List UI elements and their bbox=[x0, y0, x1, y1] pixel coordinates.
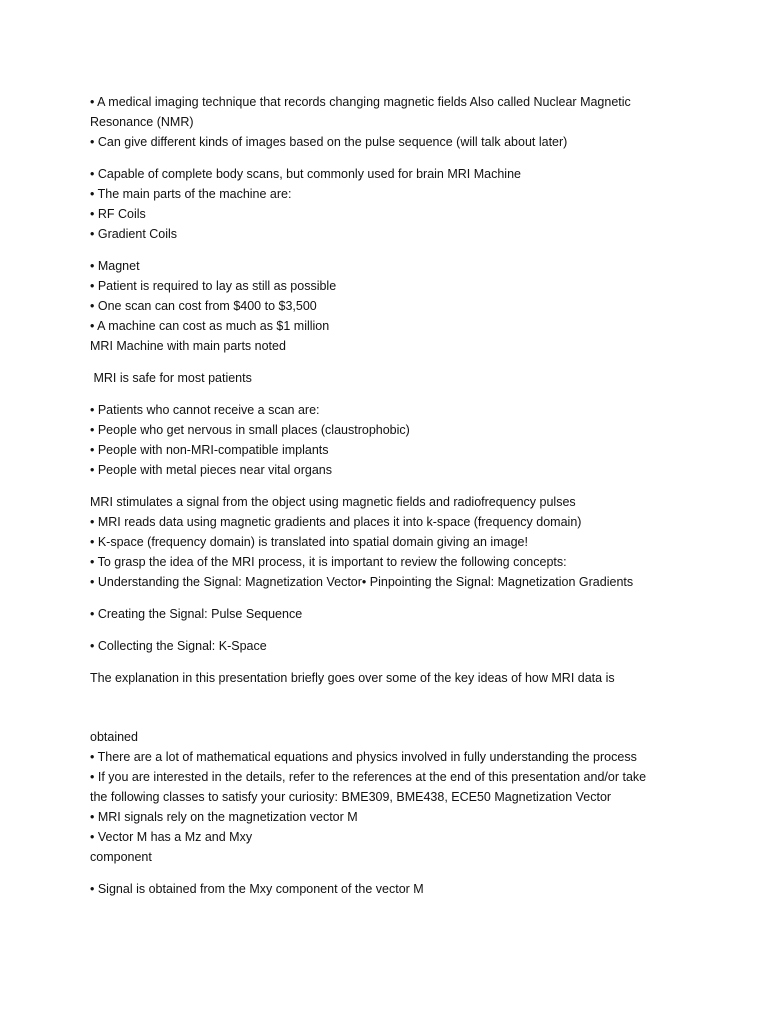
text-line: component bbox=[90, 850, 152, 864]
text-line: • Gradient Coils bbox=[90, 227, 178, 241]
text-line: • RF Coils bbox=[90, 207, 146, 221]
text-line: • Patient is required to lay as still as possible bbox=[90, 279, 337, 293]
paragraph-gap bbox=[90, 480, 690, 492]
text-line: • A machine can cost as much as $1 million bbox=[90, 319, 330, 333]
text-line: the following classes to satisfy your curiosity: BME309, BME438, ECE50 Magnetization Vector bbox=[90, 790, 612, 804]
document-body bbox=[90, 92, 690, 899]
text-line: • To grasp the idea of the MRI process, it is important to review the following concepts: bbox=[90, 555, 567, 569]
text-line: • Vector M has a Mz and Mxy bbox=[90, 830, 253, 844]
text-line: • People with non-MRI-compatible implants bbox=[90, 443, 329, 457]
paragraph-gap bbox=[90, 688, 690, 727]
text-line: • MRI signals rely on the magnetization vector M bbox=[90, 810, 358, 824]
paragraph-gap bbox=[90, 867, 690, 879]
text-line: • The main parts of the machine are: bbox=[90, 187, 292, 201]
text-line: The explanation in this presentation briefly goes over some of the key ideas of how MRI data is bbox=[90, 671, 615, 685]
text-line: • One scan can cost from $400 to $3,500 bbox=[90, 299, 317, 313]
text-line: • Collecting the Signal: K-Space bbox=[90, 639, 267, 653]
text-line: • K-space (frequency domain) is translated into spatial domain giving an image! bbox=[90, 535, 528, 549]
paragraph-gap bbox=[90, 624, 690, 636]
text-line: • People who get nervous in small places (claustrophobic) bbox=[90, 423, 410, 437]
text-line: • Can give different kinds of images based on the pulse sequence (will talk about later) bbox=[90, 135, 568, 149]
text-line: • Understanding the Signal: Magnetization Vector• Pinpointing the Signal: Magnetization Gradients bbox=[90, 575, 634, 589]
text-line: • Magnet bbox=[90, 259, 140, 273]
text-line: • If you are interested in the details, refer to the references at the end of this presentation and/or take bbox=[90, 770, 647, 784]
text-line: MRI is safe for most patients bbox=[90, 371, 252, 385]
text-line: • Signal is obtained from the Mxy component of the vector M bbox=[90, 882, 424, 896]
paragraph-gap bbox=[90, 656, 690, 668]
text-line: • Capable of complete body scans, but commonly used for brain MRI Machine bbox=[90, 167, 521, 181]
text-line: • MRI reads data using magnetic gradients and places it into k-space (frequency domain) bbox=[90, 515, 582, 529]
paragraph-gap bbox=[90, 244, 690, 256]
text-line: Resonance (NMR) bbox=[90, 115, 194, 129]
text-line: • Patients who cannot receive a scan are: bbox=[90, 403, 320, 417]
paragraph-gap bbox=[90, 388, 690, 400]
text-line: MRI stimulates a signal from the object using magnetic fields and radiofrequency pulses bbox=[90, 495, 576, 509]
text-line: • There are a lot of mathematical equations and physics involved in fully understanding the process bbox=[90, 750, 637, 764]
paragraph-gap bbox=[90, 356, 690, 368]
text-line: • Creating the Signal: Pulse Sequence bbox=[90, 607, 303, 621]
paragraph-gap bbox=[90, 592, 690, 604]
text-line: obtained bbox=[90, 730, 138, 744]
text-line: • A medical imaging technique that records changing magnetic fields Also called Nuclear Magnetic bbox=[90, 95, 631, 109]
text-line: • People with metal pieces near vital organs bbox=[90, 463, 333, 477]
paragraph-gap bbox=[90, 152, 690, 164]
text-line: MRI Machine with main parts noted bbox=[90, 339, 286, 353]
